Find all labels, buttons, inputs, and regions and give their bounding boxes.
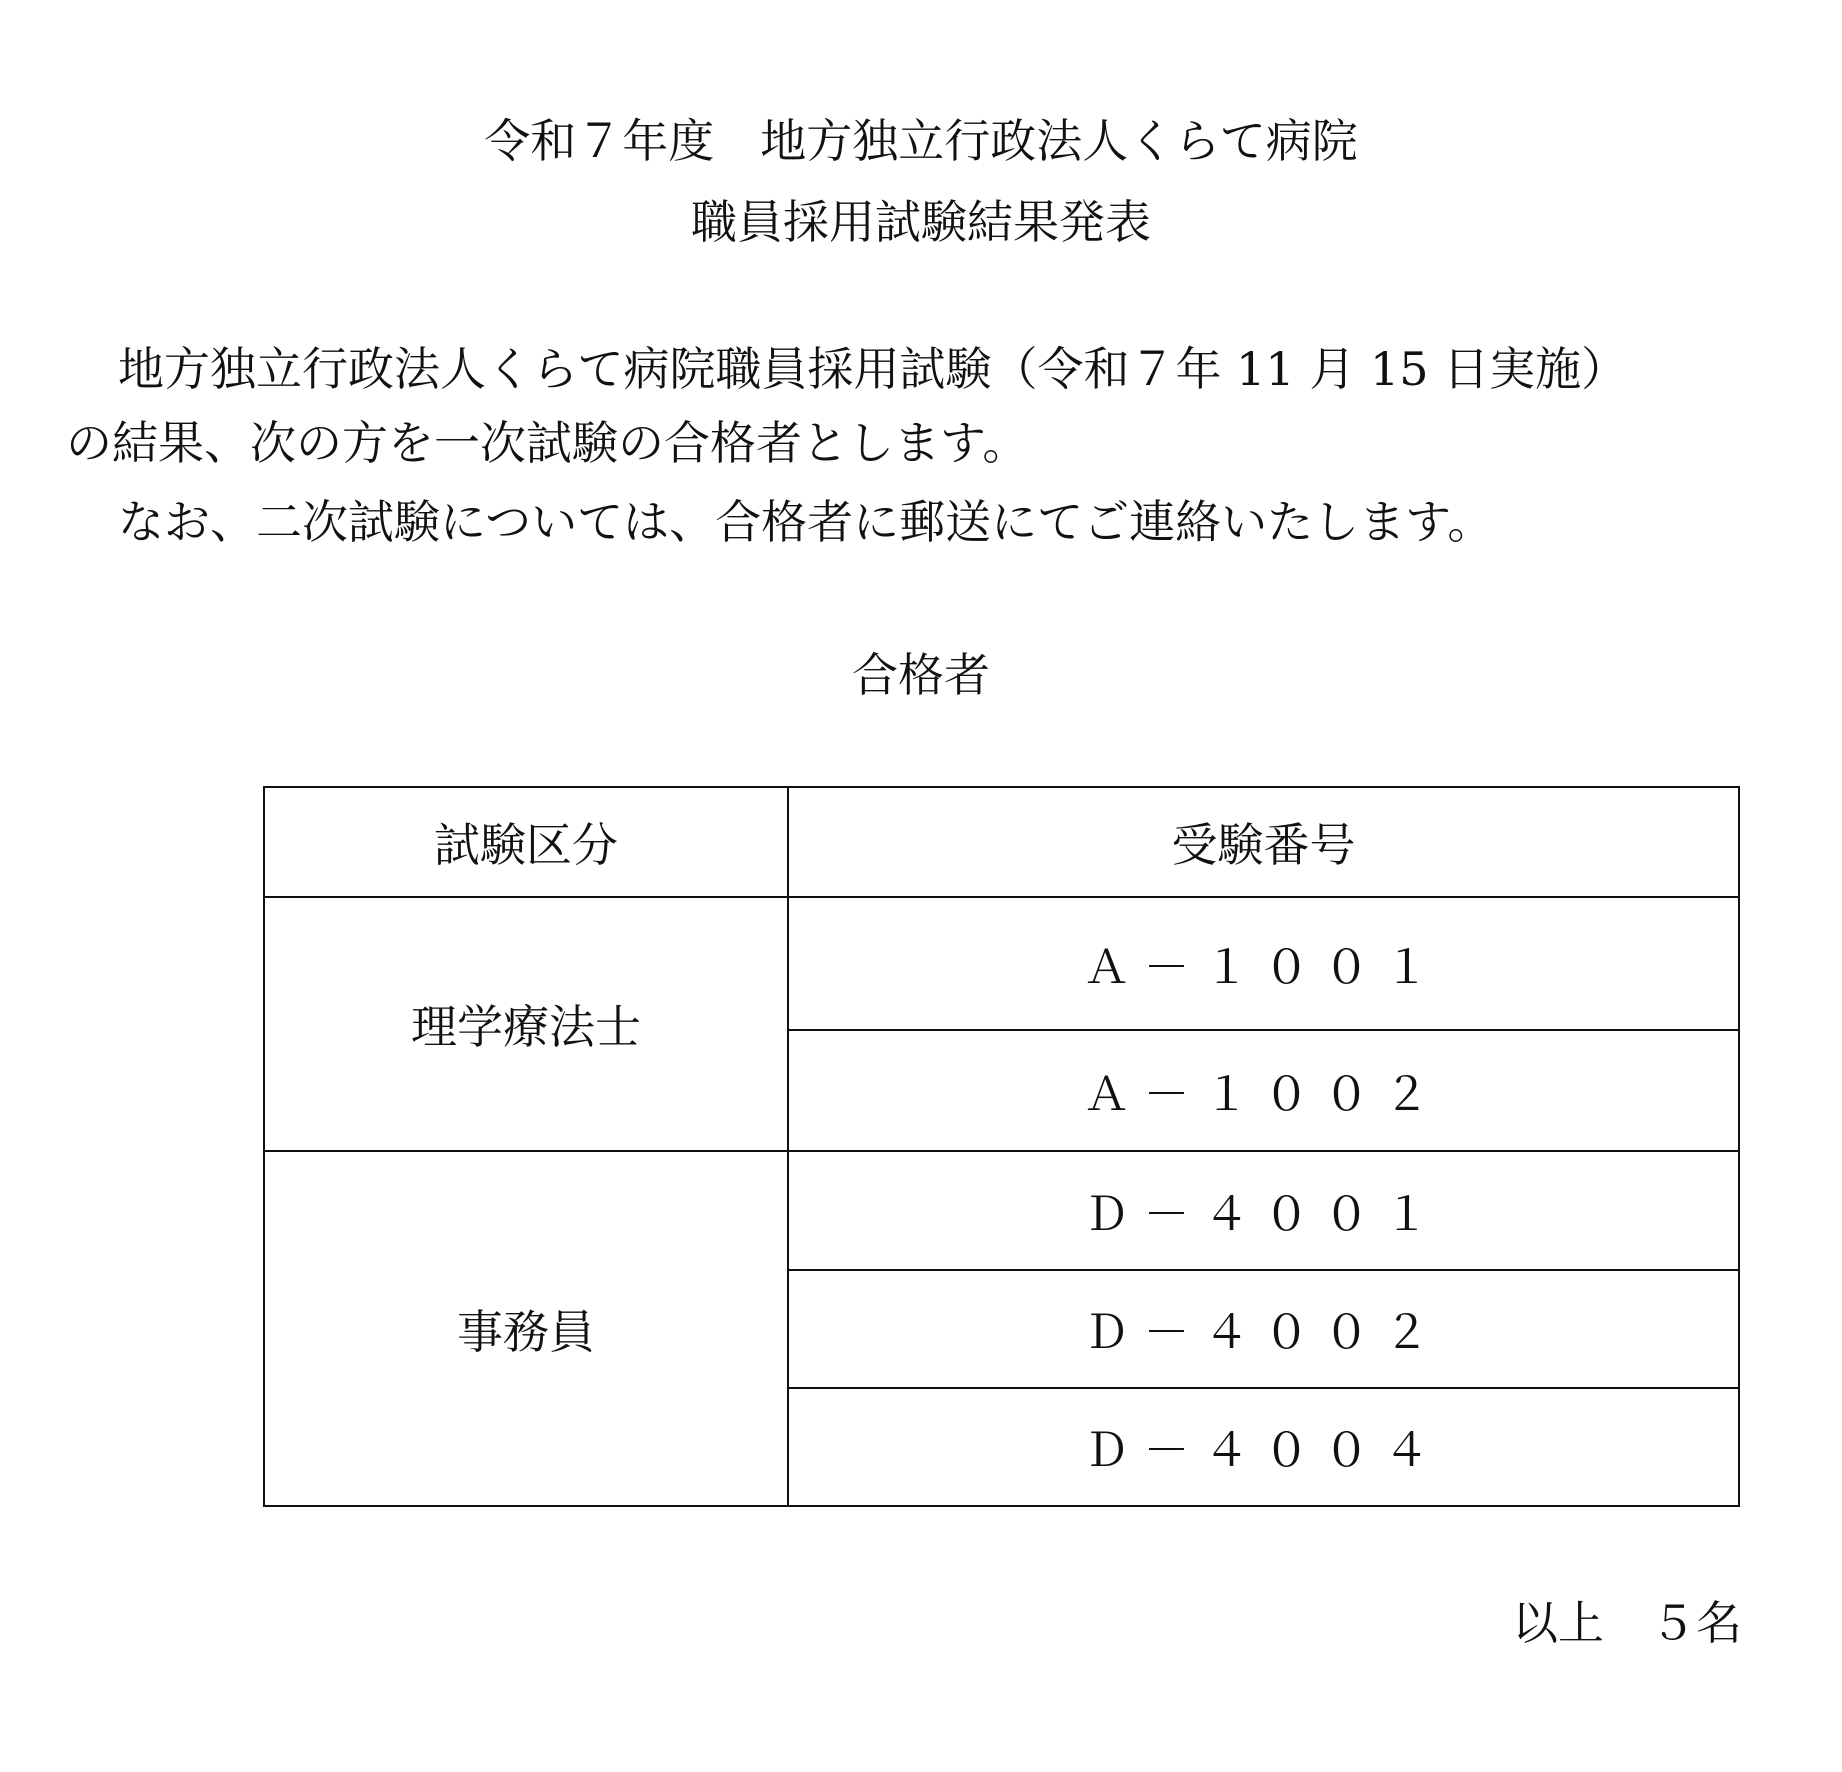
results-table [263,786,1740,1507]
total-count-footer: 以上 ５名 [1512,1596,1742,1650]
document-title-line-2: 職員採用試験結果発表 [691,195,1151,249]
table-header-row [264,787,1739,897]
intro-paragraph-line-2: の結果、次の方を一次試験の合格者とします。 [66,416,1029,470]
document-title-line-1: 令和７年度 地方独立行政法人くらて病院 [484,114,1358,168]
exam-number-cell: Ａ－１００１ [788,897,1739,1030]
column-header-exam-number: 受験番号 [788,787,1739,897]
exam-number-cell: Ｄ－４００１ [788,1151,1739,1270]
exam-number-cell: Ｄ－４００４ [788,1388,1739,1506]
table-row [264,897,1739,1030]
exam-number-cell: Ａ－１００２ [788,1030,1739,1151]
table-row [264,1151,1739,1270]
exam-number-cell: Ｄ－４００２ [788,1270,1739,1388]
column-header-category: 試験区分 [264,787,788,897]
category-cell: 理学療法士 [264,897,788,1151]
category-cell: 事務員 [264,1151,788,1506]
section-heading: 合格者 [852,648,990,702]
notice-paragraph: なお、二次試験については、合格者に郵送にてご連絡いたします。 [118,495,1494,549]
intro-paragraph-line-1: 地方独立行政法人くらて病院職員採用試験（令和７年 11 月 15 日実施） [118,342,1628,396]
